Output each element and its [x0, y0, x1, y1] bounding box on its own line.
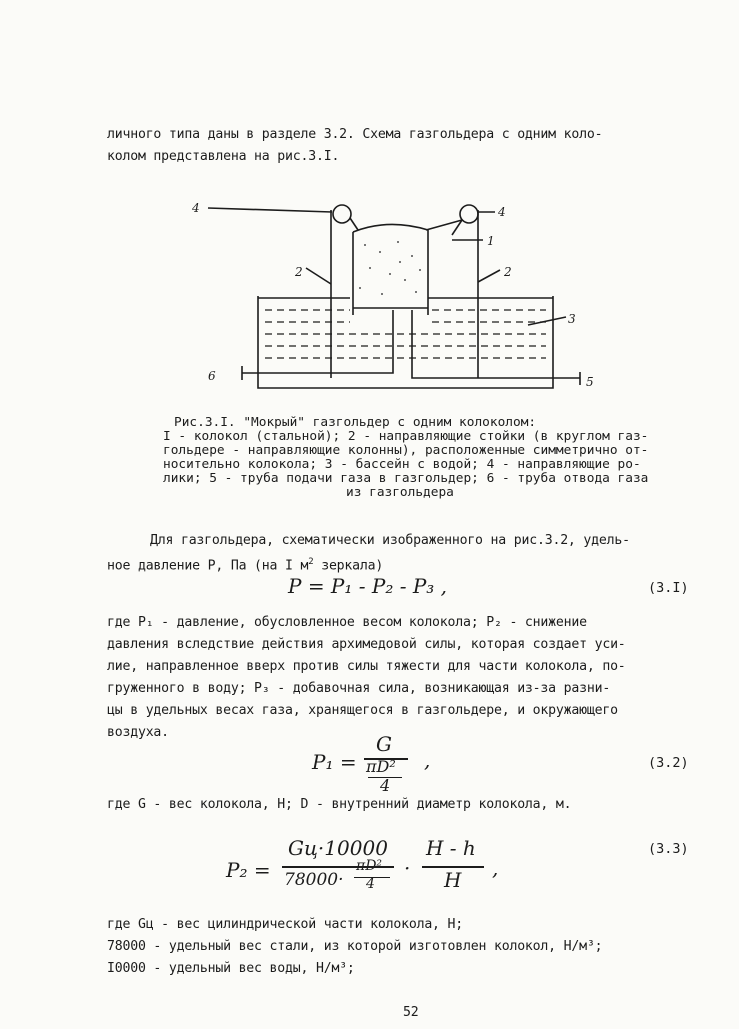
equation-3-3-num2: H - h [426, 836, 476, 860]
text-line: личного типа даны в разделе 3.2. Схема газгольдера с одним коло- [107, 127, 603, 142]
text-line: Для газгольдера, схематически изображенного на рис.3.2, удель- [150, 533, 630, 548]
equation-3-3-den2: H [444, 868, 462, 892]
superscript: 2 [308, 557, 314, 567]
text-line: воздуха. [107, 725, 169, 740]
equation-number: (3.2) [648, 755, 689, 771]
text-line: I0000 - удельный вес воды, Н/м³; [107, 961, 355, 976]
label-5: 5 [586, 375, 594, 389]
text-line: цы в удельных весах газа, хранящегося в газгольдере, и окружающего [107, 703, 618, 718]
caption-line: I - колокол (стальной); 2 - направляющие стойки (в круглом газ- [163, 429, 649, 444]
text-line: колом представлена на рис.3.I. [107, 149, 340, 164]
text-span: зеркала) [321, 558, 384, 574]
gas-holder-diagram [190, 190, 610, 405]
label-4-left: 4 [192, 201, 200, 215]
comma: , [492, 856, 499, 880]
caption-line: носительно колокола; 3 - бассейн с водой; 4 - направляющие ро- [163, 457, 641, 472]
caption-line: из газгольдера [346, 485, 454, 500]
multiplication-dot: · [404, 856, 411, 880]
text-line: 78000 - удельный вес стали, из которой изготовлен колокол, Н/м³; [107, 939, 603, 954]
label-2-left: 2 [295, 265, 303, 279]
label-3: 3 [568, 312, 576, 326]
equation-3-2-den-bottom: 4 [380, 776, 391, 795]
roller-left [333, 205, 351, 223]
roller-right [460, 205, 478, 223]
label-2-right: 2 [504, 265, 512, 279]
equation-3-3-lhs: P₂ = [226, 858, 271, 882]
caption-line: лики; 5 - труба подачи газа в газгольдер; 6 - труба отвода газа [163, 471, 649, 486]
equation-3-2-num: G [376, 732, 392, 756]
page-number: 52 [403, 1005, 419, 1020]
equation-3-2-den: πD² [366, 757, 396, 776]
text-span: ное давление P, Па (на I м [107, 558, 309, 574]
equation-number: (3.3) [648, 841, 689, 857]
text-line: где Gц - вес цилиндрической части колокола, Н; [107, 917, 464, 932]
equation-3-1: P = P₁ - P₂ - P₃ , [288, 574, 448, 598]
label-4-right: 4 [498, 205, 506, 219]
caption-line: гольдере - направляющие колонны), расположенные симметрично от- [163, 443, 649, 458]
text-line: где P₁ - давление, обусловленное весом колокола; P₂ - снижение [107, 615, 587, 630]
label-6: 6 [208, 369, 216, 383]
text-line [107, 552, 383, 576]
equation-3-3-den1a: 78000· [284, 870, 344, 890]
label-1: 1 [487, 234, 495, 248]
caption-line: Рис.3.I. "Мокрый" газгольдер с одним колоколом: [174, 415, 537, 430]
text-line: где G - вес колокола, Н; D - внутренний диаметр колокола, м. [107, 797, 572, 812]
equation-3-2-lhs: P₁ = [312, 750, 357, 774]
text-line: давления вследствие действия архимедовой силы, которая создает уси- [107, 637, 626, 652]
equation-number: (3.I) [648, 580, 689, 596]
bell-top [353, 224, 428, 315]
text-line: лие, направленное вверх против силы тяжести для части колокола, по- [107, 659, 626, 674]
equation-3-3-num1: Gц·10000 [288, 836, 388, 860]
comma: , [424, 748, 431, 772]
text-line: груженного в воду; P₃ - добавочная сила, возникающая из-за разни- [107, 681, 611, 696]
equation-3-3-den1-bottom: 4 [366, 876, 375, 892]
equation-3-3-den1-top: πD² [356, 858, 383, 874]
